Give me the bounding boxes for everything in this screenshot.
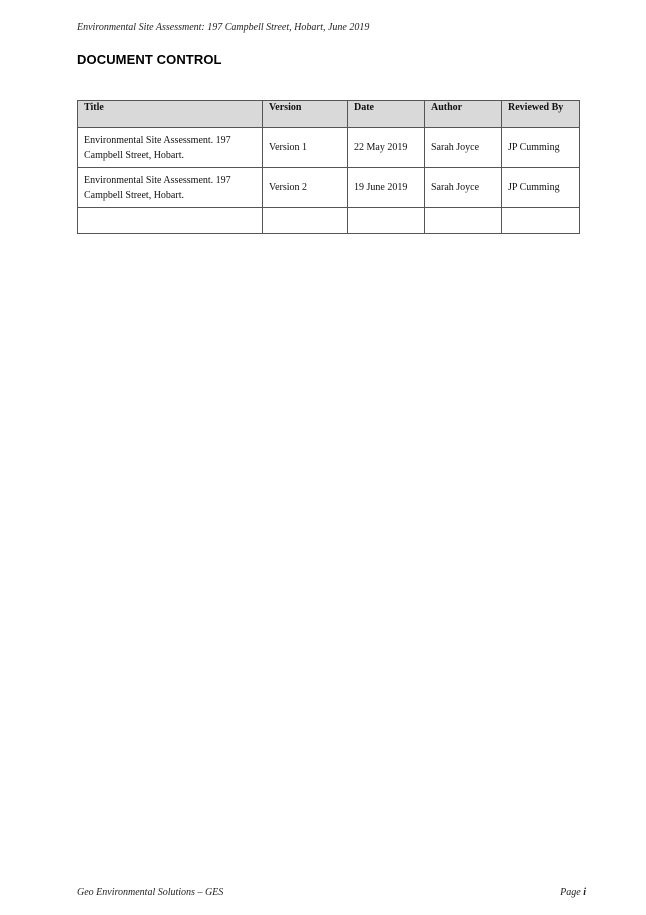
table-header-row [78,101,580,128]
cell-version: Version 2 [263,168,348,208]
column-header-title: Title [78,101,263,128]
table-row [78,128,580,168]
cell-reviewed-by [502,208,580,234]
cell-reviewed-by: JP Cumming [502,168,580,208]
cell-date: 19 June 2019 [348,168,425,208]
section-title: DOCUMENT CONTROL [77,52,222,67]
cell-version: Version 1 [263,128,348,168]
column-header-author: Author [425,101,502,128]
cell-author: Sarah Joyce [425,128,502,168]
cell-title: Environmental Site Assessment. 197 Campbell Street, Hobart. [78,128,263,168]
cell-date [348,208,425,234]
cell-version [263,208,348,234]
page-label: Page [560,887,581,898]
footer-page [560,887,586,898]
running-header: Environmental Site Assessment: 197 Campbell Street, Hobart, June 2019 [77,22,370,33]
table-row [78,168,580,208]
cell-reviewed-by: JP Cumming [502,128,580,168]
table-row [78,208,580,234]
cell-title: Environmental Site Assessment. 197 Campbell Street, Hobart. [78,168,263,208]
column-header-date: Date [348,101,425,128]
page-number: i [583,887,586,898]
cell-date: 22 May 2019 [348,128,425,168]
column-header-version: Version [263,101,348,128]
cell-author: Sarah Joyce [425,168,502,208]
column-header-reviewed-by: Reviewed By [502,101,580,128]
document-control-table [77,100,580,234]
footer-company: Geo Environmental Solutions – GES [77,887,224,898]
cell-author [425,208,502,234]
cell-title [78,208,263,234]
